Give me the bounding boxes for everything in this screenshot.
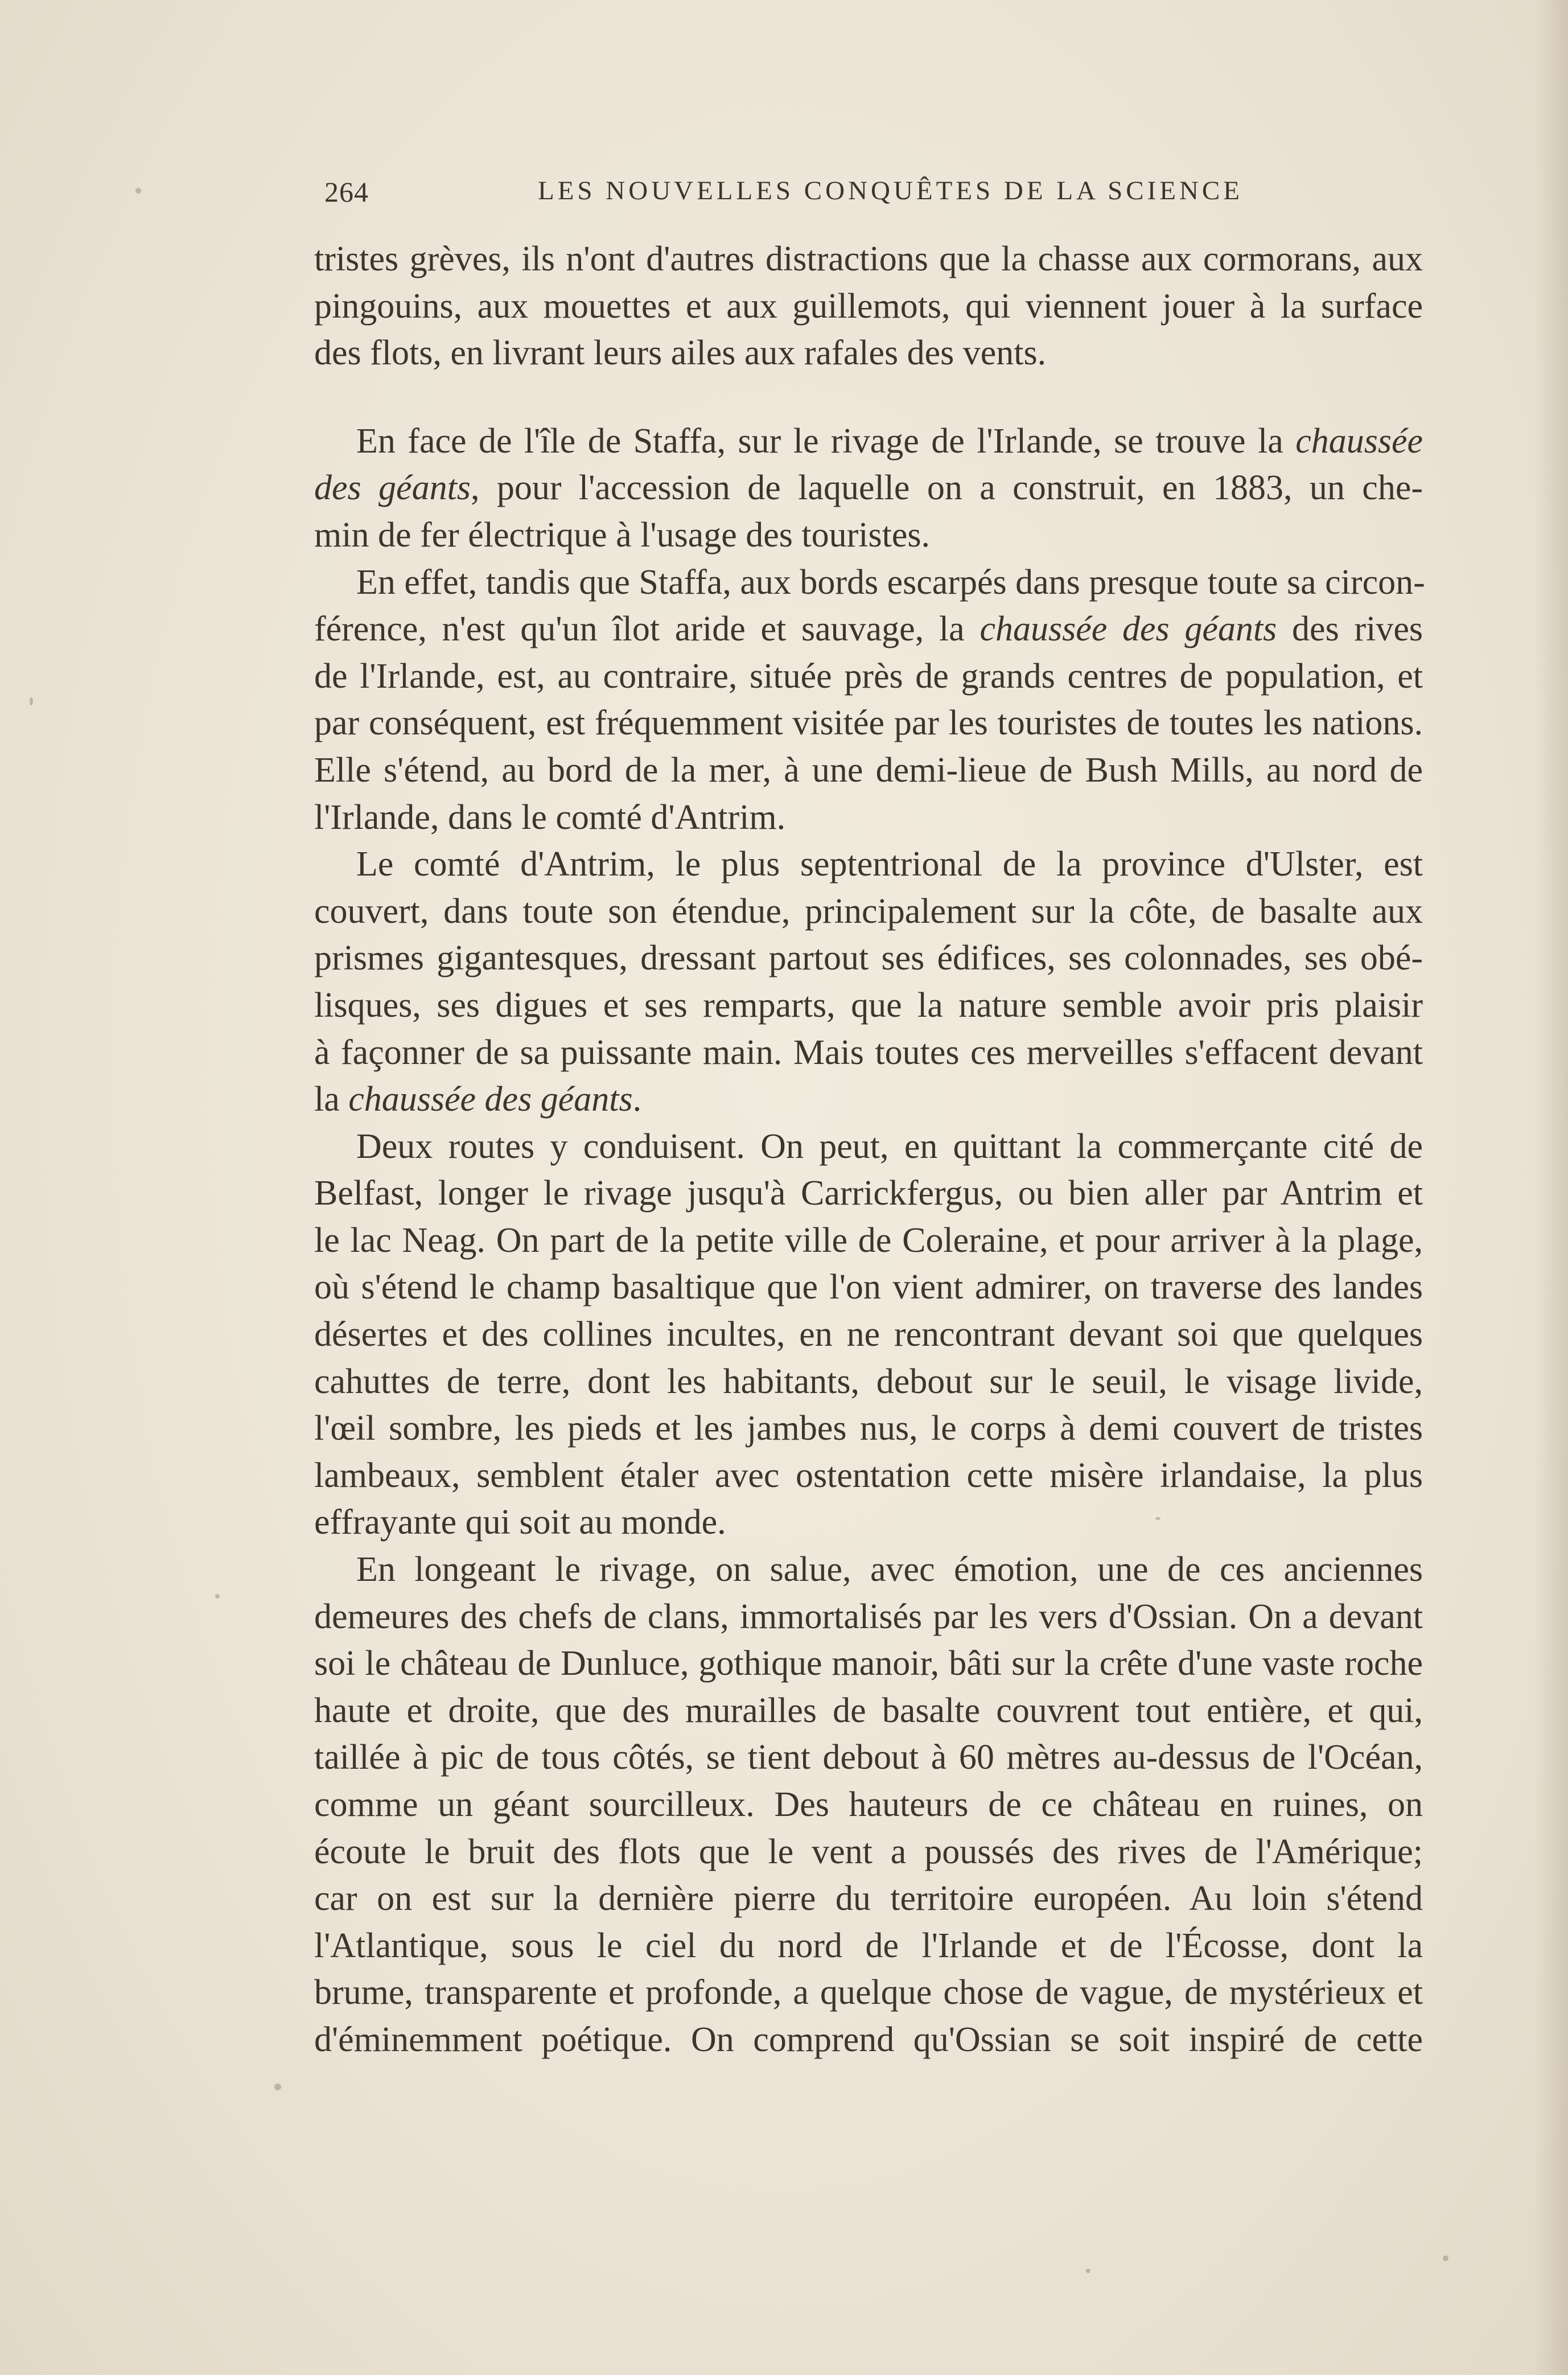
paper-speck	[30, 697, 33, 705]
running-title: LES NOUVELLES CONQUÊTES DE LA SCIENCE	[538, 176, 1243, 206]
text-line: Deux routes y conduisent. On peut, en quittant la commerçante cité de	[356, 1127, 1423, 1166]
text-line: brume, transparente et profonde, a quelque chose de vague, de mystérieux et	[314, 1973, 1423, 2012]
text-line: pingouins, aux mouettes et aux guillemots, qui viennent jouer à la surface	[314, 286, 1423, 326]
text-line: haute et droite, que des murailles de basalte couvrent tout entière, et qui,	[314, 1691, 1423, 1730]
paragraph-6	[314, 1546, 1423, 2064]
paper-speck	[274, 2084, 281, 2090]
paper-speck	[1155, 1517, 1160, 1520]
page-number: 264	[324, 176, 369, 208]
text-line: l'Irlande, dans le comté d'Antrim.	[314, 798, 786, 837]
text-line: écoute le bruit des flots que le vent a poussés des rives de l'Amérique;	[314, 1832, 1423, 1871]
text-line	[314, 418, 1423, 465]
text-run: la	[314, 1080, 349, 1119]
text-line: car on est sur la dernière pierre du territoire européen. Au loin s'étend	[314, 1879, 1423, 1918]
text-line: d'éminemment poétique. On comprend qu'Ossian se soit inspiré de cette	[314, 2020, 1423, 2059]
page-header	[324, 171, 1243, 216]
text-line: de l'Irlande, est, au contraire, située près de grands centres de population, et	[314, 656, 1423, 696]
text-run: En face de l'île de Staffa, sur le rivage de l'Irlande, se trouve la	[356, 421, 1296, 461]
text-line: l'œil sombre, les pieds et les jambes nus, le corps à demi couvert de tristes	[314, 1409, 1423, 1448]
italic-term: chaussée des géants	[348, 1080, 633, 1119]
text-run: , pour l'accession de laquelle on a construit, en 1883, un che-	[470, 469, 1423, 508]
text-line: tristes grèves, ils n'ont d'autres distractions que la chasse aux cormorans, aux	[314, 240, 1423, 278]
paragraph-3	[314, 559, 1423, 841]
text-line: En effet, tandis que Staffa, aux bords escarpés dans presque toute sa circon-	[356, 562, 1425, 602]
paragraph-5	[314, 1123, 1423, 1546]
text-line: lisques, ses digues et ses remparts, que la nature semble avoir pris plaisir	[314, 985, 1423, 1025]
text-run: férence, n'est qu'un îlot aride et sauvage, la	[314, 610, 980, 649]
italic-term: des géants	[314, 469, 471, 508]
text-line: des flots, en livrant leurs ailes aux rafales des vents.	[314, 334, 1047, 373]
text-line: par conséquent, est fréquemment visitée par les touristes de toutes les nations.	[314, 704, 1423, 743]
paper-speck	[215, 1594, 220, 1599]
paragraph-2	[314, 418, 1423, 559]
text-line	[314, 465, 1423, 512]
text-line: min de fer électrique à l'usage des touristes.	[314, 515, 931, 554]
text-line: taillée à pic de tous côtés, se tient debout à 60 mètres au-dessus de l'Océan,	[314, 1738, 1423, 1777]
text-line: comme un géant sourcilleux. Des hauteurs de ce château en ruines, on	[314, 1785, 1423, 1824]
text-line	[314, 606, 1423, 653]
text-line: En longeant le rivage, on salue, avec émotion, une de ces anciennes	[356, 1550, 1423, 1589]
text-line: Elle s'étend, au bord de la mer, à une demi-lieue de Bush Mills, au nord de	[314, 750, 1423, 790]
paragraph-1	[314, 236, 1423, 377]
text-run: des rives	[1277, 610, 1423, 649]
text-line: prismes gigantesques, dressant partout ses édifices, ses colonnades, ses obé-	[314, 939, 1423, 978]
text-run: .	[632, 1080, 642, 1119]
paper-speck	[135, 188, 141, 194]
text-line: demeures des chefs de clans, immortalisés par les vers d'Ossian. On a devant	[314, 1597, 1423, 1636]
text-line: lambeaux, semblent étaler avec ostentation cette misère irlandaise, la plus	[314, 1456, 1423, 1495]
page-edge-shadow	[1534, 0, 1568, 2375]
text-line: Belfast, longer le rivage jusqu'à Carrickfergus, ou bien aller par Antrim et	[314, 1174, 1423, 1213]
italic-term: chaussée des géants	[980, 610, 1277, 649]
paper-speck	[1443, 2255, 1448, 2261]
text-line: Le comté d'Antrim, le plus septentrional de la province d'Ulster, est	[356, 845, 1423, 884]
italic-term: chaussée	[1295, 421, 1423, 461]
text-line: soi le château de Dunluce, gothique manoir, bâti sur la crête d'une vaste roche	[314, 1644, 1423, 1683]
text-line: le lac Neag. On part de la petite ville de Coleraine, et pour arriver à la plage,	[314, 1221, 1423, 1260]
text-line: où s'étend le champ basaltique que l'on vient admirer, on traverse des landes	[314, 1268, 1423, 1307]
text-line: cahuttes de terre, dont les habitants, debout sur le seuil, le visage livide,	[314, 1362, 1423, 1401]
text-line	[314, 1076, 1423, 1123]
text-line: effrayante qui soit au monde.	[314, 1503, 726, 1542]
text-line: désertes et des collines incultes, en ne rencontrant devant soi que quelques	[314, 1315, 1423, 1354]
paper-speck	[1086, 2269, 1090, 2273]
text-line: l'Atlantique, sous le ciel du nord de l'Irlande et de l'Écosse, dont la	[314, 1926, 1423, 1965]
body-text	[314, 236, 1423, 2064]
text-line: à façonner de sa puissante main. Mais toutes ces merveilles s'effacent devant	[314, 1033, 1423, 1072]
paragraph-4	[314, 841, 1423, 1123]
text-line: couvert, dans toute son étendue, principalement sur la côte, de basalte aux	[314, 891, 1423, 931]
